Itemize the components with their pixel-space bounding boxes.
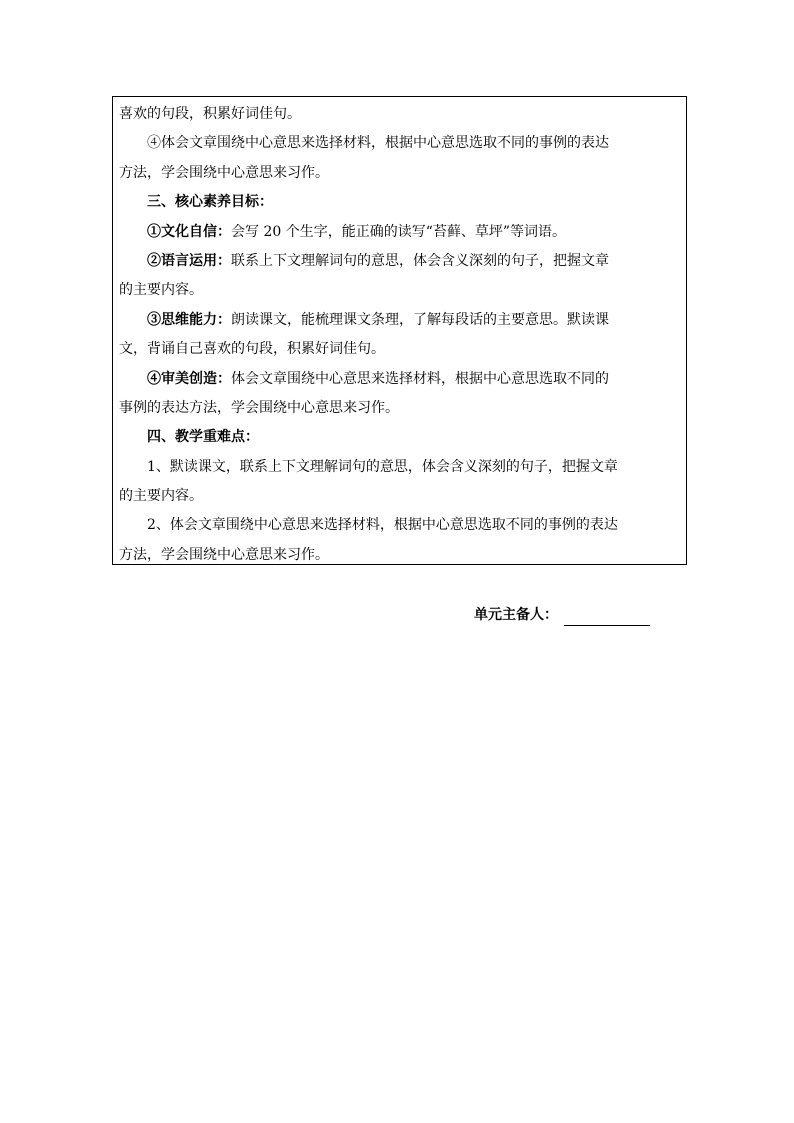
signature-blank-line [564,610,650,626]
text-line: 的主要内容。 [119,282,203,299]
goal-label: ②语言运用： [147,252,231,269]
goal-label: ③思维能力： [147,311,231,328]
text-line: 的主要内容。 [119,488,203,505]
unit-preparer-signature [474,604,650,626]
goal-thinking-ability [119,306,680,335]
text-line: ④体会文章围绕中心意思来选择材料，根据中心意思选取不同的事例的表达 [147,135,609,152]
content-box [112,96,687,565]
goal-label: ①文化自信： [147,223,231,240]
goal-text: 会写 20 个生字，能正确的读写“苔藓、草坪”等词语。 [231,223,567,240]
goal-cultural-confidence [119,218,680,247]
goal-text: 体会文章围绕中心意思来选择材料，根据中心意思选取不同的 [231,370,609,387]
text-line: 文，背诵自己喜欢的句段，积累好词佳句。 [119,341,385,358]
section-heading-key-difficulties: 四、教学重难点： [147,429,259,446]
goal-text: 朗读课文，能梳理课文条理，了解每段话的主要意思。默读课 [231,311,609,328]
goal-aesthetic-creation [119,365,680,394]
text-line: 喜欢的句段，积累好词佳句。 [119,106,301,122]
goal-text: 联系上下文理解词句的意思，体会含义深刻的句子，把握文章 [231,252,609,269]
text-line: 事例的表达方法，学会围绕中心意思来习作。 [119,399,399,416]
unit-preparer-label: 单元主备人： [474,607,558,623]
text-line: 方法，学会围绕中心意思来习作。 [119,164,329,181]
goal-language-use [119,247,680,276]
text-line: 1、默读课文，联系上下文理解词句的意思，体会含义深刻的句子，把握文章 [147,458,618,475]
text-line: 方法，学会围绕中心意思来习作。 [119,546,329,563]
text-line: 2、体会文章围绕中心意思来选择材料，根据中心意思选取不同的事例的表达 [147,517,618,534]
section-heading-core-literacy: 三、核心素养目标： [147,194,273,211]
goal-label: ④审美创造： [147,370,231,387]
